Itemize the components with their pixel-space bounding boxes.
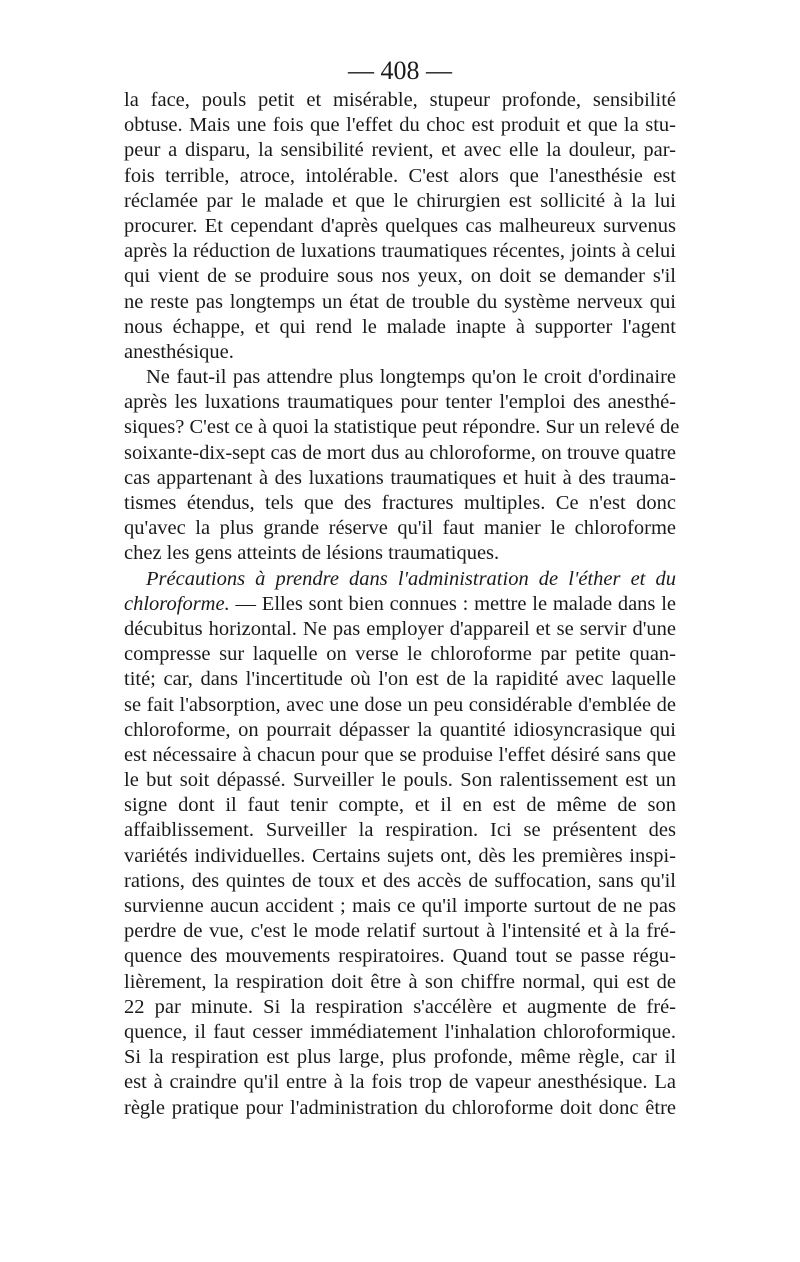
- text-line: [124, 768, 676, 793]
- text-line: [124, 894, 676, 919]
- line-text: — Elles sont bien connues : mettre le malade dans le: [229, 592, 676, 615]
- line-text: rations, des quintes de toux et des accès de suffocation, sans qu'il: [124, 869, 676, 892]
- line-text: siques? C'est ce à quoi la statistique peut répondre. Sur un relevé de: [124, 416, 680, 439]
- line-text: nous échappe, et qui rend le malade inapte à supporter l'agent: [124, 315, 676, 338]
- text-line: [124, 995, 676, 1020]
- text-line: [124, 264, 676, 289]
- text-line: [124, 415, 680, 440]
- line-text: Ne faut-il pas attendre plus longtemps qu'on le croit d'ordinaire: [146, 366, 676, 389]
- line-text: obtuse. Mais une fois que l'effet du choc est produit et que la stu-: [124, 114, 676, 137]
- text-line: [124, 743, 676, 768]
- line-text: règle pratique pour l'administration du chloroforme doit donc être: [124, 1096, 676, 1119]
- line-text: perdre de vue, c'est le mode relatif surtout à l'intensité et à la fré-: [124, 920, 676, 943]
- text-line: [124, 541, 676, 566]
- text-line: [124, 617, 676, 642]
- line-text: quence, il faut cesser immédiatement l'inhalation chloroformique.: [124, 1020, 676, 1043]
- paragraph: [124, 88, 676, 365]
- page-number: — 408 —: [348, 56, 452, 85]
- text-line: [124, 693, 676, 718]
- line-text: décubitus horizontal. Ne pas employer d'appareil et se servir d'une: [124, 617, 676, 640]
- italic-heading: chloroforme.: [124, 592, 230, 615]
- line-text: fois terrible, atroce, intolérable. C'est alors que l'anesthésie est: [124, 164, 676, 187]
- text-line: [124, 567, 676, 592]
- line-text: qui vient de se produire sous nos yeux, on doit se demander s'il: [124, 265, 676, 288]
- text-line: [124, 290, 676, 315]
- line-text: la face, pouls petit et misérable, stupeur profonde, sensibilité: [124, 89, 676, 111]
- line-text: survienne aucun accident ; mais ce qu'il importe surtout de ne pas: [124, 895, 676, 917]
- text-line: [124, 667, 676, 692]
- text-line: [124, 642, 676, 667]
- line-text: est nécessaire à chacun pour que se produise l'effet désiré sans que: [124, 743, 676, 766]
- text-line: [124, 390, 676, 415]
- text-line: [124, 491, 676, 516]
- text-line: [124, 239, 676, 264]
- line-text: chez les gens atteints de lésions traumatiques.: [124, 542, 500, 565]
- line-text: après la réduction de luxations traumatiques récentes, joints à celui: [124, 240, 676, 263]
- text-line: [124, 793, 676, 818]
- text-line: [124, 214, 676, 239]
- line-text: est à craindre qu'il entre à la fois trop de vapeur anesthésique. La: [124, 1071, 676, 1094]
- line-text: quence des mouvements respiratoires. Quand tout se passe régu-: [124, 945, 676, 968]
- body-text: [124, 88, 680, 1121]
- line-text: signe dont il faut tenir compte, et il en est de même de son: [124, 794, 676, 817]
- text-line: [124, 944, 676, 969]
- text-line: [124, 818, 676, 843]
- line-text: 22 par minute. Si la respiration s'accélère et augmente de fré-: [124, 995, 676, 1018]
- text-line: [124, 315, 676, 340]
- line-text: après les luxations traumatiques pour tenter l'emploi des anesthé-: [124, 391, 676, 414]
- text-line: [124, 718, 676, 743]
- text-line: [124, 592, 676, 617]
- text-line: [124, 88, 676, 113]
- text-line: [124, 164, 676, 189]
- line-text: lièrement, la respiration doit être à son chiffre normal, qui est de: [124, 970, 676, 993]
- line-text: tité; car, dans l'incertitude où l'on est de la rapidité avec laquelle: [124, 668, 676, 691]
- text-line: [124, 1096, 676, 1121]
- text-line: [124, 844, 676, 869]
- text-line: [124, 113, 676, 138]
- line-text: le but soit dépassé. Surveiller le pouls. Son ralentissement est un: [124, 769, 676, 792]
- text-line: [124, 466, 676, 491]
- line-text: anesthésique.: [124, 340, 234, 363]
- paragraph: [124, 365, 680, 567]
- line-text: qu'avec la plus grande réserve qu'il faut manier le chloroforme: [124, 517, 676, 540]
- text-line: [124, 340, 676, 365]
- text-line: [124, 189, 676, 214]
- text-line: [124, 919, 676, 944]
- line-text: se fait l'absorption, avec une dose un peu considérable d'emblée de: [124, 693, 676, 716]
- line-text: réclamée par le malade et que le chirurgien est sollicité à la lui: [124, 189, 676, 212]
- line-text: cas appartenant à des luxations traumatiques et huit à des trauma-: [124, 466, 676, 489]
- italic-heading: Précautions à prendre dans l'administration de l'éther et du: [146, 567, 676, 590]
- text-line: [124, 869, 676, 894]
- line-text: Si la respiration est plus large, plus profonde, même règle, car il: [124, 1046, 676, 1069]
- text-line: [124, 138, 676, 163]
- line-text: ne reste pas longtemps un état de trouble du système nerveux qui: [124, 290, 676, 313]
- line-text: variétés individuelles. Certains sujets ont, dès les premières inspi-: [124, 844, 676, 867]
- text-line: [124, 516, 676, 541]
- text-line: [124, 1020, 676, 1045]
- line-text: peur a disparu, la sensibilité revient, et avec elle la douleur, par-: [124, 139, 676, 162]
- paragraph: [124, 567, 676, 1121]
- line-text: procurer. Et cependant d'après quelques cas malheureux survenus: [124, 214, 676, 237]
- line-text: compresse sur laquelle on verse le chloroforme par petite quan-: [124, 643, 676, 666]
- line-text: soixante-dix-sept cas de mort dus au chloroforme, on trouve quatre: [124, 441, 676, 464]
- text-line: [124, 441, 676, 466]
- line-text: tismes étendus, tels que des fractures multiples. Ce n'est donc: [124, 492, 676, 514]
- text-line: [124, 1045, 676, 1070]
- line-text: chloroforme, on pourrait dépasser la quantité idiosyncrasique qui: [124, 718, 676, 741]
- text-line: [124, 970, 676, 995]
- text-line: [124, 365, 676, 390]
- line-text: affaiblissement. Surveiller la respiration. Ici se présentent des: [124, 819, 676, 842]
- text-line: [124, 1070, 676, 1095]
